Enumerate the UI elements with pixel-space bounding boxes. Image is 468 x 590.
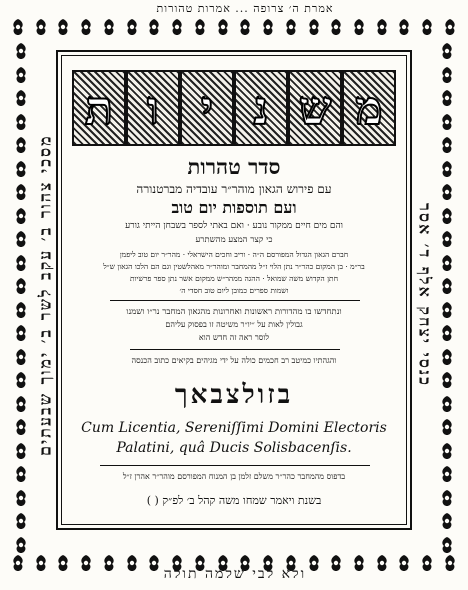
fleuron-ornament-icon [13,371,29,389]
fleuron-ornament-icon [101,18,117,36]
fleuron-ornament-icon [192,18,208,36]
fleuron-ornament-icon [439,371,455,389]
border-left [10,42,32,554]
praise-line: והם מים חיים ממקור נובע · ואם באתי לספר בשבחן הייתי גורע [125,221,343,231]
fleuron-ornament-icon [33,18,49,36]
fleuron-ornament-icon [13,489,29,507]
bottom-line: ולא לבי שלמה תולה [163,566,307,582]
fleuron-ornament-icon [13,254,29,272]
author-line: ושמות ספרים כמובן ליום טוב חסדי ה׳ [179,286,289,295]
fleuron-ornament-icon [439,536,455,554]
title-letter: ש [288,70,342,146]
fleuron-ornament-icon [13,136,29,154]
author-line: בר״מ · בן המקום כהר״ר נתן הלוי ז״ל מהמחבר ומוהר״ר מאהלשטין וגם הם הלכו הגאון ש״ל [103,262,365,271]
fleuron-ornament-icon [439,442,455,460]
fleuron-ornament-icon [260,18,276,36]
fleuron-ornament-icon [13,301,29,319]
fleuron-ornament-icon [306,18,322,36]
fleuron-ornament-icon [439,66,455,84]
fleuron-ornament-icon [13,465,29,483]
title-letter: ו [126,70,180,146]
note-line: לוסר ראה זה חדש הוא [198,333,270,342]
fleuron-ornament-icon [439,301,455,319]
fleuron-ornament-icon [439,489,455,507]
side-text-right: כנסי יצחק אלף ד׳ אסר [415,203,435,387]
fleuron-ornament-icon [439,136,455,154]
fleuron-ornament-icon [13,113,29,131]
fleuron-ornament-icon [439,89,455,107]
fleuron-ornament-icon [439,160,455,178]
author-line: חברם הגאון הגדול המפורסם ה״ה · וריב וחכים הישראלי · מהר״ר יום טוב ליפמן [119,250,349,259]
fleuron-ornament-icon [124,18,140,36]
fleuron-ornament-icon [13,442,29,460]
fleuron-ornament-icon [55,554,71,572]
fleuron-ornament-icon [13,207,29,225]
fleuron-ornament-icon [13,277,29,295]
license-line-2: Palatini, quâ Ducis Solisbacenſis. [116,440,352,456]
title-letter: י [180,70,234,146]
year-line: בשנת ויאמר שמחו משה קהל ב׳ לפ״ק ( ) [146,494,322,507]
fleuron-ornament-icon [374,18,390,36]
fleuron-ornament-icon [237,18,253,36]
fleuron-ornament-icon [439,465,455,483]
title-letter: נ [234,70,288,146]
fleuron-ornament-icon [439,324,455,342]
divider [100,465,370,466]
fleuron-ornament-icon [396,18,412,36]
fleuron-ornament-icon [439,512,455,530]
note-line: ונתחדשו בו מהדורות ראשונות ואחרונות מהגאון המחבר נר״ו ושמנו [126,307,342,317]
fleuron-ornament-icon [169,18,185,36]
fleuron-ornament-icon [13,42,29,60]
corrector-line: והגהתיו כמיטב רב חכמים כולה על ידי מגיהים בקיאים כתוב הכנסה [131,356,337,365]
author-line: חתן הקדוש משה שמואל · ההגה ממהר״ש ממקום אשר נתן ספר פרשיות [129,274,339,283]
fleuron-ornament-icon [351,18,367,36]
fleuron-ornament-icon [10,18,26,36]
fleuron-ornament-icon [419,18,435,36]
fleuron-ornament-icon [419,554,435,572]
title-woodcut [72,70,396,146]
fleuron-ornament-icon [55,18,71,36]
seder-heading: סדר טהרות [187,154,281,179]
fleuron-ornament-icon [439,418,455,436]
fleuron-ornament-icon [13,395,29,413]
fleuron-ornament-icon [439,207,455,225]
fleuron-ornament-icon [328,18,344,36]
note-line: גבולין לאות על ״יו״ר משיטה זו בפסוק עליהם [165,320,303,329]
fleuron-ornament-icon [442,18,458,36]
fleuron-ornament-icon [439,113,455,131]
border-right [436,42,458,554]
tosafot-line: ועם תוספות יום טוב [171,198,297,217]
fleuron-ornament-icon [13,89,29,107]
city-heading: בזולצבאך [174,380,294,410]
title-letter: מ [342,70,396,146]
license-line: Cum Licentia, Sereniſſimi Domini Electoris [81,420,387,436]
fleuron-ornament-icon [283,18,299,36]
fleuron-ornament-icon [13,536,29,554]
fleuron-ornament-icon [146,18,162,36]
praise-line-2: כי קצר המצע מהשתרע [195,235,273,245]
divider [130,349,340,350]
fleuron-ornament-icon [13,160,29,178]
fleuron-ornament-icon [439,254,455,272]
fleuron-ornament-icon [439,42,455,60]
fleuron-ornament-icon [439,395,455,413]
fleuron-ornament-icon [13,183,29,201]
fleuron-ornament-icon [13,66,29,84]
top-running-head: אמרת ה׳ צרופה ... אמרות טהורות [156,2,334,15]
fleuron-ornament-icon [33,554,49,572]
title-letter: ת [72,70,126,146]
fleuron-ornament-icon [13,512,29,530]
fleuron-ornament-icon [439,277,455,295]
fleuron-ornament-icon [13,230,29,248]
fleuron-ornament-icon [10,554,26,572]
fleuron-ornament-icon [439,183,455,201]
fleuron-ornament-icon [439,348,455,366]
fleuron-ornament-icon [396,554,412,572]
fleuron-ornament-icon [13,418,29,436]
fleuron-ornament-icon [442,554,458,572]
side-text-left: מסכי צהור ב׳ עקב לשר ב׳ ימוך שבעתים [35,134,55,456]
divider [110,300,360,301]
fleuron-ornament-icon [78,18,94,36]
commentary-line: עם פירוש הגאון מוהר״ר עובדיה מברטנורה [136,182,332,196]
fleuron-ornament-icon [13,324,29,342]
fleuron-ornament-icon [215,18,231,36]
border-top [10,18,458,42]
printer-line: בדפוס מהמחבר כהר״ר משלם זלמן בן המנוח המפורסם מוהר״ר אהרן ז״ל [122,472,346,481]
fleuron-ornament-icon [13,348,29,366]
fleuron-ornament-icon [439,230,455,248]
